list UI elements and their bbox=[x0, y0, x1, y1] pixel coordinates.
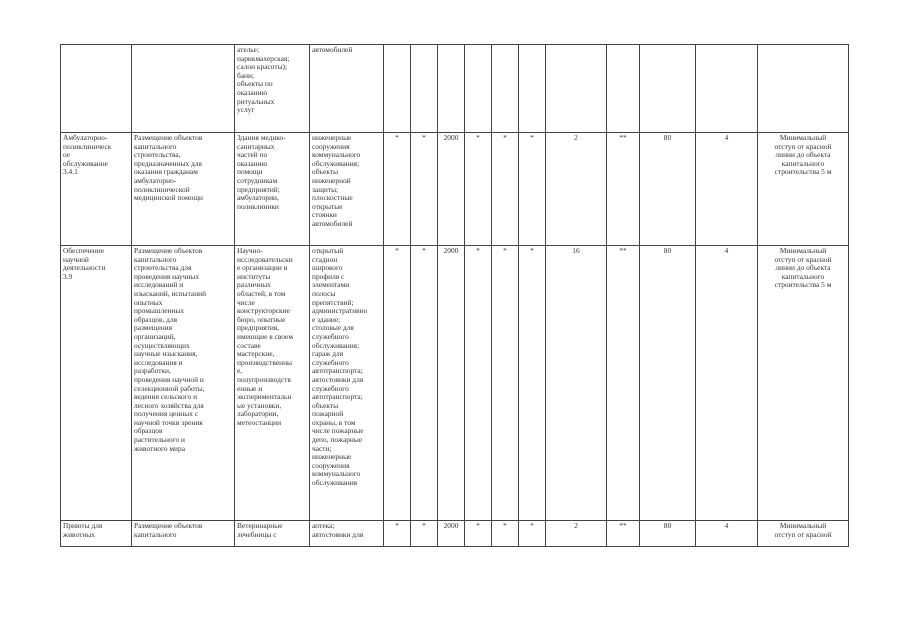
table-row bbox=[61, 45, 849, 133]
cell-text: Размещение объектов капитального строительства для проведения научных исследований и изысканий, испытаний опытных промышленных образцов, для размещения организаций, осуществляющих научные изыскания, исследования и разработки, проведения научной и селекционной работы, ведения сельского и лесного хозяйства для получения ценных с научной точки зрения образцов растительного и животного мира bbox=[134, 246, 207, 453]
restrictions-cell bbox=[758, 521, 849, 547]
coverage-percent-cell bbox=[640, 521, 696, 547]
cell-text: 80 bbox=[663, 246, 672, 255]
cell-text: * bbox=[476, 521, 480, 530]
setback-cell bbox=[696, 133, 758, 246]
restrictions-cell bbox=[758, 45, 849, 133]
coverage-percent-cell bbox=[640, 246, 696, 521]
cell-text: * bbox=[422, 133, 426, 142]
coverage-percent-cell bbox=[640, 133, 696, 246]
min-area-cell bbox=[438, 521, 465, 547]
restrictions-cell bbox=[758, 246, 849, 521]
main-buildings-cell bbox=[235, 246, 310, 521]
cell-text: Приюты для животных bbox=[63, 521, 103, 539]
param-cell bbox=[411, 133, 438, 246]
use-type-name-cell bbox=[61, 521, 132, 547]
cell-text: 2000 bbox=[443, 521, 459, 530]
table-row bbox=[61, 133, 849, 246]
main-buildings-cell bbox=[235, 133, 310, 246]
land-use-table bbox=[60, 44, 849, 547]
use-description-cell bbox=[132, 133, 235, 246]
param-cell bbox=[465, 521, 492, 547]
cell-text: автомобилей bbox=[312, 45, 353, 54]
auxiliary-uses-cell bbox=[310, 133, 384, 246]
param-cell bbox=[384, 246, 411, 521]
param-cell bbox=[492, 521, 519, 547]
use-type-name-cell bbox=[61, 246, 132, 521]
main-buildings-cell bbox=[235, 45, 310, 133]
cell-text: * bbox=[476, 133, 480, 142]
cell-text: аптека; автостоянки для bbox=[312, 521, 364, 539]
table-row bbox=[61, 521, 849, 547]
use-type-name-cell bbox=[61, 45, 132, 133]
param-cell bbox=[411, 45, 438, 133]
param-cell bbox=[519, 133, 546, 246]
cell-text: * bbox=[530, 521, 534, 530]
param-cell bbox=[519, 246, 546, 521]
setback-cell bbox=[696, 45, 758, 133]
table-row bbox=[61, 246, 849, 521]
cell-text: 4 bbox=[724, 246, 729, 255]
cell-text: Здания медико- санитарных частей по оказанию помощи сотрудникам предприятий; амбулатории, поликлиники bbox=[237, 133, 286, 211]
cell-text: инженерные сооружения коммунального обслуживания; объекты инженерной защиты; плоскостные открытые стоянки автомобилей bbox=[312, 133, 361, 228]
cell-text: 2 bbox=[574, 521, 578, 530]
cell-text: Научно- исследовательски е организации и институты различных областей, в том числе конструкторские бюро, опытные предприятия, имеющие в своем составе мастерские, производственны е, полупроизводств енные и экспериментальн ые установки, лаборатории, метеостанции bbox=[237, 246, 294, 427]
param-cell bbox=[607, 521, 640, 547]
cell-text: * bbox=[503, 133, 507, 142]
param-cell bbox=[492, 45, 519, 133]
cell-text: 2000 bbox=[443, 246, 459, 255]
cell-text: Минимальный отступ от красной bbox=[774, 521, 832, 539]
cell-text: * bbox=[530, 246, 534, 255]
param-cell bbox=[465, 45, 492, 133]
setback-cell bbox=[696, 521, 758, 547]
cell-text: 4 bbox=[724, 133, 729, 142]
setback-cell bbox=[696, 246, 758, 521]
coverage-percent-cell bbox=[640, 45, 696, 133]
param-cell bbox=[607, 133, 640, 246]
cell-text: 80 bbox=[663, 521, 672, 530]
cell-text: Амбулаторно- поликлиническ ое обслуживание 3.4.1 bbox=[63, 133, 112, 177]
auxiliary-uses-cell bbox=[310, 521, 384, 547]
floors-cell bbox=[546, 45, 607, 133]
cell-text: ** bbox=[619, 521, 627, 530]
main-buildings-cell bbox=[235, 521, 310, 547]
cell-text: * bbox=[503, 246, 507, 255]
cell-text: 2000 bbox=[443, 133, 459, 142]
use-description-cell bbox=[132, 521, 235, 547]
param-cell bbox=[384, 133, 411, 246]
param-cell bbox=[384, 521, 411, 547]
param-cell bbox=[384, 45, 411, 133]
use-description-cell bbox=[132, 246, 235, 521]
floors-cell bbox=[546, 246, 607, 521]
cell-text: Ветеринарные лечебницы с bbox=[237, 521, 283, 539]
min-area-cell bbox=[438, 133, 465, 246]
min-area-cell bbox=[438, 45, 465, 133]
auxiliary-uses-cell bbox=[310, 246, 384, 521]
cell-text: * bbox=[395, 133, 399, 142]
cell-text: * bbox=[503, 521, 507, 530]
cell-text: Размещение объектов капитального строительства, предназначенных для оказания гражданам амбулаторно- поликлинической медицинской помощи bbox=[134, 133, 203, 203]
use-type-name-cell bbox=[61, 133, 132, 246]
param-cell bbox=[411, 521, 438, 547]
cell-text: открытый стадион широкого профиля с элементами полосы препятствий; административно е здание; столовые для служебного обслуживания; гараж для служебного автотранспорта; автостоянки для служебного автотранспорта; объекты пожарной охраны, в том числе пожарные депо, пожарные части; инженерные сооружения коммунального обслуживания bbox=[312, 246, 368, 488]
cell-text: ** bbox=[619, 246, 627, 255]
param-cell bbox=[465, 246, 492, 521]
cell-text: * bbox=[530, 133, 534, 142]
param-cell bbox=[492, 246, 519, 521]
floors-cell bbox=[546, 133, 607, 246]
param-cell bbox=[519, 521, 546, 547]
auxiliary-uses-cell bbox=[310, 45, 384, 133]
cell-text: Обеспечение научной деятельности 3.9 bbox=[63, 246, 106, 281]
cell-text: 80 bbox=[663, 133, 672, 142]
cell-text: 2 bbox=[574, 133, 578, 142]
cell-text: * bbox=[476, 246, 480, 255]
cell-text: 4 bbox=[724, 521, 729, 530]
cell-text: Минимальный отступ от красной линии до объекта капитального строительства 5 м bbox=[774, 133, 832, 177]
floors-cell bbox=[546, 521, 607, 547]
cell-text: * bbox=[422, 521, 426, 530]
param-cell bbox=[411, 246, 438, 521]
cell-text: ** bbox=[619, 133, 627, 142]
cell-text: * bbox=[422, 246, 426, 255]
cell-text: * bbox=[395, 521, 399, 530]
use-description-cell bbox=[132, 45, 235, 133]
min-area-cell bbox=[438, 246, 465, 521]
cell-text: ателье; парикмахерская; салон красоты); бани; объекты по оказанию ритуальных услуг bbox=[237, 45, 290, 115]
cell-text: Размещение объектов капитального bbox=[134, 521, 203, 539]
param-cell bbox=[519, 45, 546, 133]
restrictions-cell bbox=[758, 133, 849, 246]
cell-text: 16 bbox=[572, 246, 580, 255]
param-cell bbox=[607, 45, 640, 133]
cell-text: * bbox=[395, 246, 399, 255]
param-cell bbox=[607, 246, 640, 521]
param-cell bbox=[465, 133, 492, 246]
cell-text: Минимальный отступ от красной линии до объекта капитального строительства 5 м bbox=[774, 246, 832, 290]
param-cell bbox=[492, 133, 519, 246]
